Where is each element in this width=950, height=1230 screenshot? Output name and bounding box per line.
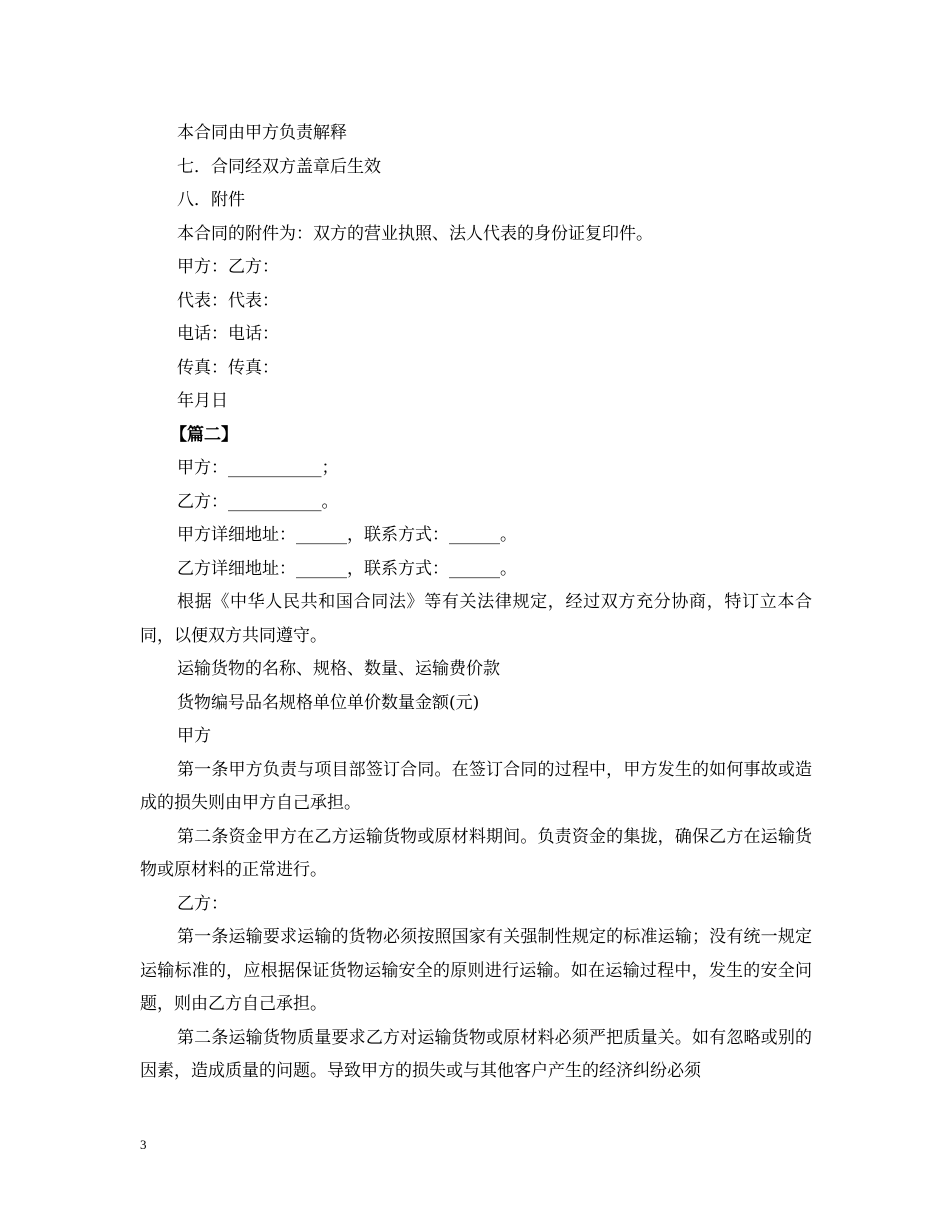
signature-phone-line: 电话：电话： — [177, 324, 279, 344]
party-a-line: 甲方：___________； — [177, 458, 339, 478]
party-b-clause-1: 第一条运输要求运输的货物必须按照国家有关强制性规定的标准运输；没有统一规定运输标准的，应根据保证货物运输安全的原则进行运输。如在运输过程中，发生的安全问题，则由乙方自己承担。 — [140, 927, 812, 1014]
party-b-label: 乙方： — [177, 893, 228, 914]
goods-title: 运输货物的名称、规格、数量、运输费价款 — [177, 659, 500, 679]
signature-representative-line: 代表：代表： — [177, 290, 279, 311]
signature-date-line: 年月日 — [177, 391, 228, 411]
section-title: 【篇二】 — [170, 424, 238, 445]
signature-fax-line: 传真：传真： — [177, 357, 279, 378]
party-b-address-line: 乙方详细地址：______，联系方式：______。 — [177, 558, 517, 579]
party-a-clause-1: 第一条甲方负责与项目部签订合同。在签订合同的过程中，甲方发生的如何事故或造成的损失则由甲方自己承担。 — [140, 759, 812, 813]
party-b-clause-2: 第二条运输货物质量要求乙方对运输货物或原材料必须严把质量关。如有忽略或别的因素，造成质量的问题。导致甲方的损失或与其他客户产生的经济纠纷必须 — [140, 1027, 812, 1081]
effective-clause-line: 七．合同经双方盖章后生效 — [177, 156, 381, 177]
signature-party-line: 甲方：乙方： — [177, 257, 279, 277]
attachment-description: 本合同的附件为：双方的营业执照、法人代表的身份证复印件。 — [177, 223, 653, 244]
interpretation-line: 本合同由甲方负责解释 — [177, 123, 347, 143]
goods-header: 货物编号品名规格单位单价数量金额(元) — [177, 692, 480, 713]
party-b-line: 乙方：___________。 — [177, 491, 339, 512]
page-number: 3 — [140, 1137, 147, 1152]
attachment-heading: 八．附件 — [177, 190, 245, 210]
intro-paragraph: 根据《中华人民共和国合同法》等有关法律规定，经过双方充分协商，特订立本合同，以便双方共同遵守。 — [140, 592, 812, 646]
party-a-address-line: 甲方详细地址：______，联系方式：______。 — [177, 525, 517, 545]
party-a-label: 甲方 — [177, 726, 211, 746]
document-body — [140, 117, 812, 1089]
party-a-clause-2: 第二条资金甲方在乙方运输货物或原材料期间。负责资金的集拢，确保乙方在运输货物或原材料的正常进行。 — [140, 826, 812, 880]
